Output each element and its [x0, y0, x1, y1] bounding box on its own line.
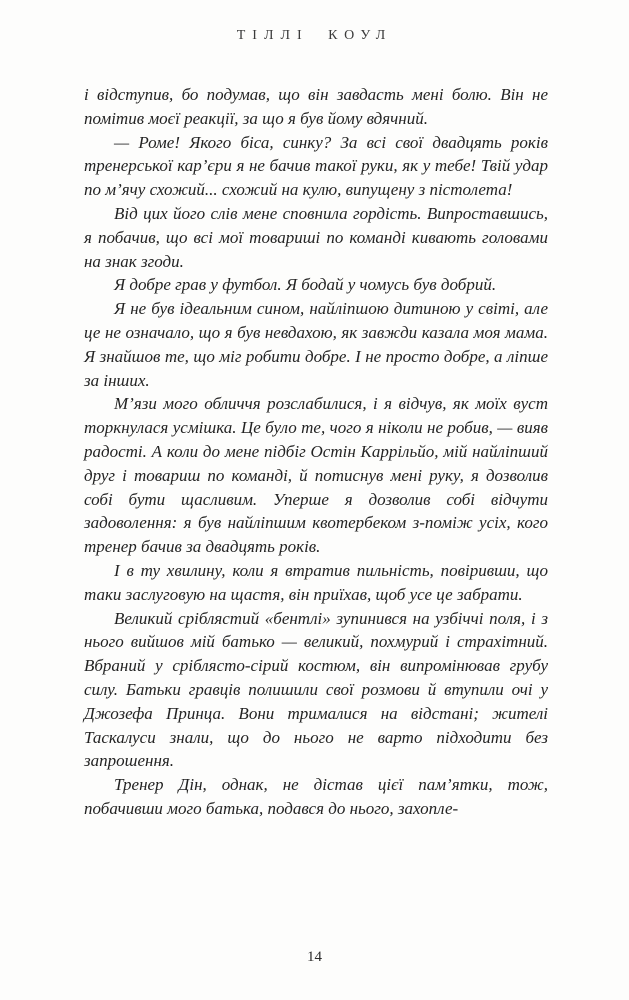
paragraph: І в ту хвилину, коли я втратив пильність, повіривши, що таки заслуговую на щастя, він приїхав, щоб усе це забрати. — [84, 560, 548, 604]
paragraph: Я не був ідеальним сином, найліпшою дитиною у світі, але це не означало, що я був невдахою, як завжди казала моя мама. Я знайшов те, що міг робити добре. І не просто добре, а ліпше за інших. — [84, 299, 548, 390]
paragraph: Я добре грав у футбол. Я бодай у чомусь був добрий. — [114, 275, 497, 295]
page-body — [84, 83, 548, 821]
paragraph: М’язи мого обличчя розслабилися, і я відчув, як моїх вуст торкнулася усмішка. Це було те, чого я ніколи не робив, — вияв радості. А коли до мене підбіг Остін Каррільйо, мій найліпший друг і товариш по команді, й потиснув мені руку, я дозволив собі бути щасливим. Уперше я дозволив собі відчути задоволення: я був найліпшим квотербеком з-поміж усіх, кого тренер бачив за двадцять років. — [84, 394, 548, 557]
paragraph: і відступив, бо подумав, що він завдасть мені болю. Він не помітив моєї реакції, за що я був йому вдячний. — [84, 85, 548, 128]
paragraph: — Роме! Якого біса, синку? За всі свої двадцять років тренерської кар’єри я не бачив такої руки, як у тебе! Твій удар по м’ячу схожий... схожий на кулю, випущену з пістолета! — [84, 132, 548, 200]
paragraph: Тренер Дін, однак, не дістав цієї пам’ятки, тож, побачивши мого батька, подався до нього, захопле- — [84, 775, 548, 818]
running-header: ТІЛЛІ КОУЛ — [236, 28, 393, 43]
paragraph: Від цих його слів мене сповнила гордість. Випроставшись, я побачив, що всі мої товариші по команді кивають головами на знак згоди. — [84, 203, 548, 271]
page-number: 14 — [307, 949, 322, 965]
paragraph: Великий сріблястий «бентлі» зупинився на узбіччі поля, і з нього вийшов мій батько — великий, похмурий і страхітний. Вбраний у сріблясто-сірий костюм, він випромінював грубу силу. Батьки гравців полишили свої розмови й втупили очі у Джозефа Принца. Вони трималися на відстані; жителі Таскалуси знали, що до нього не варто підходити без запрошення. — [84, 608, 548, 771]
